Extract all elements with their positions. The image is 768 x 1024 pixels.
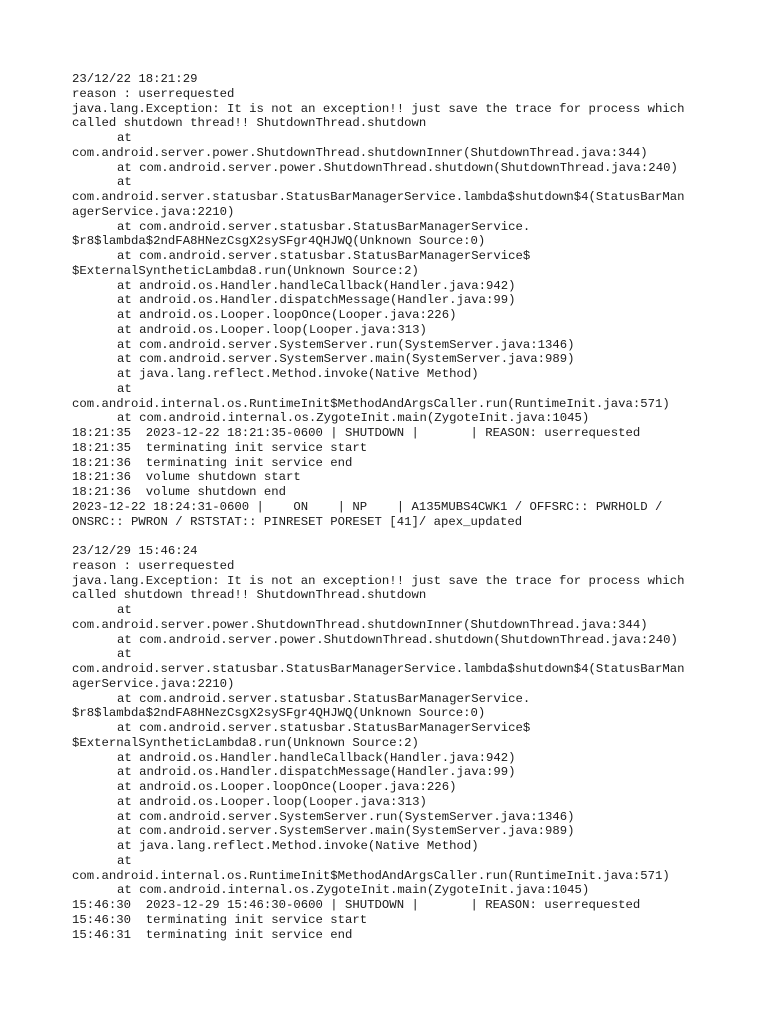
stack-trace-line: at <box>117 131 132 145</box>
stack-trace-line: at android.os.Handler.handleCallback(Handler.java:942) <box>117 278 516 293</box>
log-line: 18:21:36 terminating init service end <box>72 455 353 470</box>
stack-trace-line: at com.android.server.SystemServer.run(SystemServer.java:1346) <box>117 337 575 352</box>
stack-trace-line: at com.android.server.SystemServer.main(SystemServer.java:989) <box>117 824 575 839</box>
stack-trace-line: at com.android.server.SystemServer.run(SystemServer.java:1346) <box>117 809 575 824</box>
stack-trace-line: at com.android.server.statusbar.StatusBarManagerService. <box>117 691 531 706</box>
log-line: $r8$lambda$2ndFA8HNezCsgX2sySFgr4QHJWQ(Unknown Source:0) <box>72 234 486 249</box>
log-line: 18:21:35 2023-12-22 18:21:35-0600 | SHUTDOWN | | REASON: userrequested <box>72 426 641 440</box>
log-line: java.lang.Exception: It is not an exception!! just save the trace for process which <box>72 573 685 588</box>
log-line: 18:21:36 volume shutdown start <box>72 470 301 485</box>
log-line: $ExternalSyntheticLambda8.run(Unknown Source:2) <box>72 263 419 278</box>
stack-trace-line: at <box>117 381 132 396</box>
log-line: 15:46:30 terminating init service start <box>72 912 368 927</box>
stack-trace-line: at android.os.Looper.loop(Looper.java:313) <box>117 794 427 809</box>
log-line: com.android.internal.os.RuntimeInit$MethodAndArgsCaller.run(RuntimeInit.java:571) <box>72 868 670 883</box>
log-line: 23/12/22 18:21:29 <box>72 72 198 86</box>
log-line: com.android.server.power.ShutdownThread.shutdownInner(ShutdownThread.java:344) <box>72 145 648 160</box>
stack-trace-line: at com.android.server.statusbar.StatusBarManagerService$ <box>117 721 531 735</box>
stack-trace-line: at java.lang.reflect.Method.invoke(Native Method) <box>117 839 479 853</box>
log-line: reason : userrequested <box>72 558 235 573</box>
stack-trace-line: at android.os.Looper.loopOnce(Looper.java:226) <box>117 308 457 322</box>
stack-trace-line: at android.os.Looper.loopOnce(Looper.java:226) <box>117 780 457 794</box>
log-line: com.android.server.statusbar.StatusBarManagerService.lambda$shutdown$4(StatusBarMan <box>72 662 685 676</box>
stack-trace-line: at com.android.server.statusbar.StatusBarManagerService. <box>117 219 531 234</box>
log-line: agerService.java:2210) <box>72 204 235 219</box>
stack-trace-line: at java.lang.reflect.Method.invoke(Native Method) <box>117 367 479 381</box>
log-line: $ExternalSyntheticLambda8.run(Unknown Source:2) <box>72 735 419 750</box>
stack-trace-line: at <box>117 853 132 868</box>
stack-trace-line: at com.android.server.power.ShutdownThread.shutdown(ShutdownThread.java:240) <box>117 160 678 175</box>
log-line: 2023-12-22 18:24:31-0600 | ON | NP | A135MUBS4CWK1 / OFFSRC:: PWRHOLD / <box>72 499 663 514</box>
log-line: $r8$lambda$2ndFA8HNezCsgX2sySFgr4QHJWQ(Unknown Source:0) <box>72 706 486 721</box>
log-line: 18:21:36 volume shutdown end <box>72 485 287 499</box>
stack-trace-line: at com.android.internal.os.ZygoteInit.main(ZygoteInit.java:1045) <box>117 883 590 898</box>
stack-trace-line: at android.os.Looper.loop(Looper.java:313) <box>117 322 427 337</box>
log-line: called shutdown thread!! ShutdownThread.shutdown <box>72 588 427 603</box>
log-line: 15:46:30 2023-12-29 15:46:30-0600 | SHUTDOWN | | REASON: userrequested <box>72 898 641 912</box>
log-entry <box>72 544 712 942</box>
log-line: 18:21:35 terminating init service start <box>72 440 368 455</box>
stack-trace-line: at com.android.server.SystemServer.main(SystemServer.java:989) <box>117 352 575 367</box>
stack-trace-line: at <box>117 175 132 190</box>
stack-trace-line: at android.os.Handler.handleCallback(Handler.java:942) <box>117 750 516 765</box>
log-line: ONSRC:: PWRON / RSTSTAT:: PINRESET PORESET [41]/ apex_updated <box>72 514 523 529</box>
log-line: agerService.java:2210) <box>72 676 235 691</box>
entry-separator <box>72 529 712 544</box>
log-line: 15:46:31 terminating init service end <box>72 927 353 942</box>
stack-trace-line: at com.android.internal.os.ZygoteInit.main(ZygoteInit.java:1045) <box>117 411 590 426</box>
stack-trace-line: at <box>117 603 132 617</box>
log-line: called shutdown thread!! ShutdownThread.shutdown <box>72 116 427 131</box>
log-line: com.android.server.power.ShutdownThread.shutdownInner(ShutdownThread.java:344) <box>72 617 648 632</box>
log-line: com.android.internal.os.RuntimeInit$MethodAndArgsCaller.run(RuntimeInit.java:571) <box>72 396 670 411</box>
log-entry <box>72 72 712 529</box>
stack-trace-line: at com.android.server.power.ShutdownThread.shutdown(ShutdownThread.java:240) <box>117 632 678 647</box>
log-line: com.android.server.statusbar.StatusBarManagerService.lambda$shutdown$4(StatusBarMan <box>72 190 685 204</box>
log-line: java.lang.Exception: It is not an exception!! just save the trace for process which <box>72 101 685 116</box>
stack-trace-line: at com.android.server.statusbar.StatusBarManagerService$ <box>117 249 531 263</box>
log-line: reason : userrequested <box>72 86 235 101</box>
stack-trace-line: at <box>117 647 132 662</box>
log-line: 23/12/29 15:46:24 <box>72 544 198 558</box>
stack-trace-line: at android.os.Handler.dispatchMessage(Handler.java:99) <box>117 293 516 308</box>
stack-trace-line: at android.os.Handler.dispatchMessage(Handler.java:99) <box>117 765 516 780</box>
document-page <box>72 72 712 942</box>
